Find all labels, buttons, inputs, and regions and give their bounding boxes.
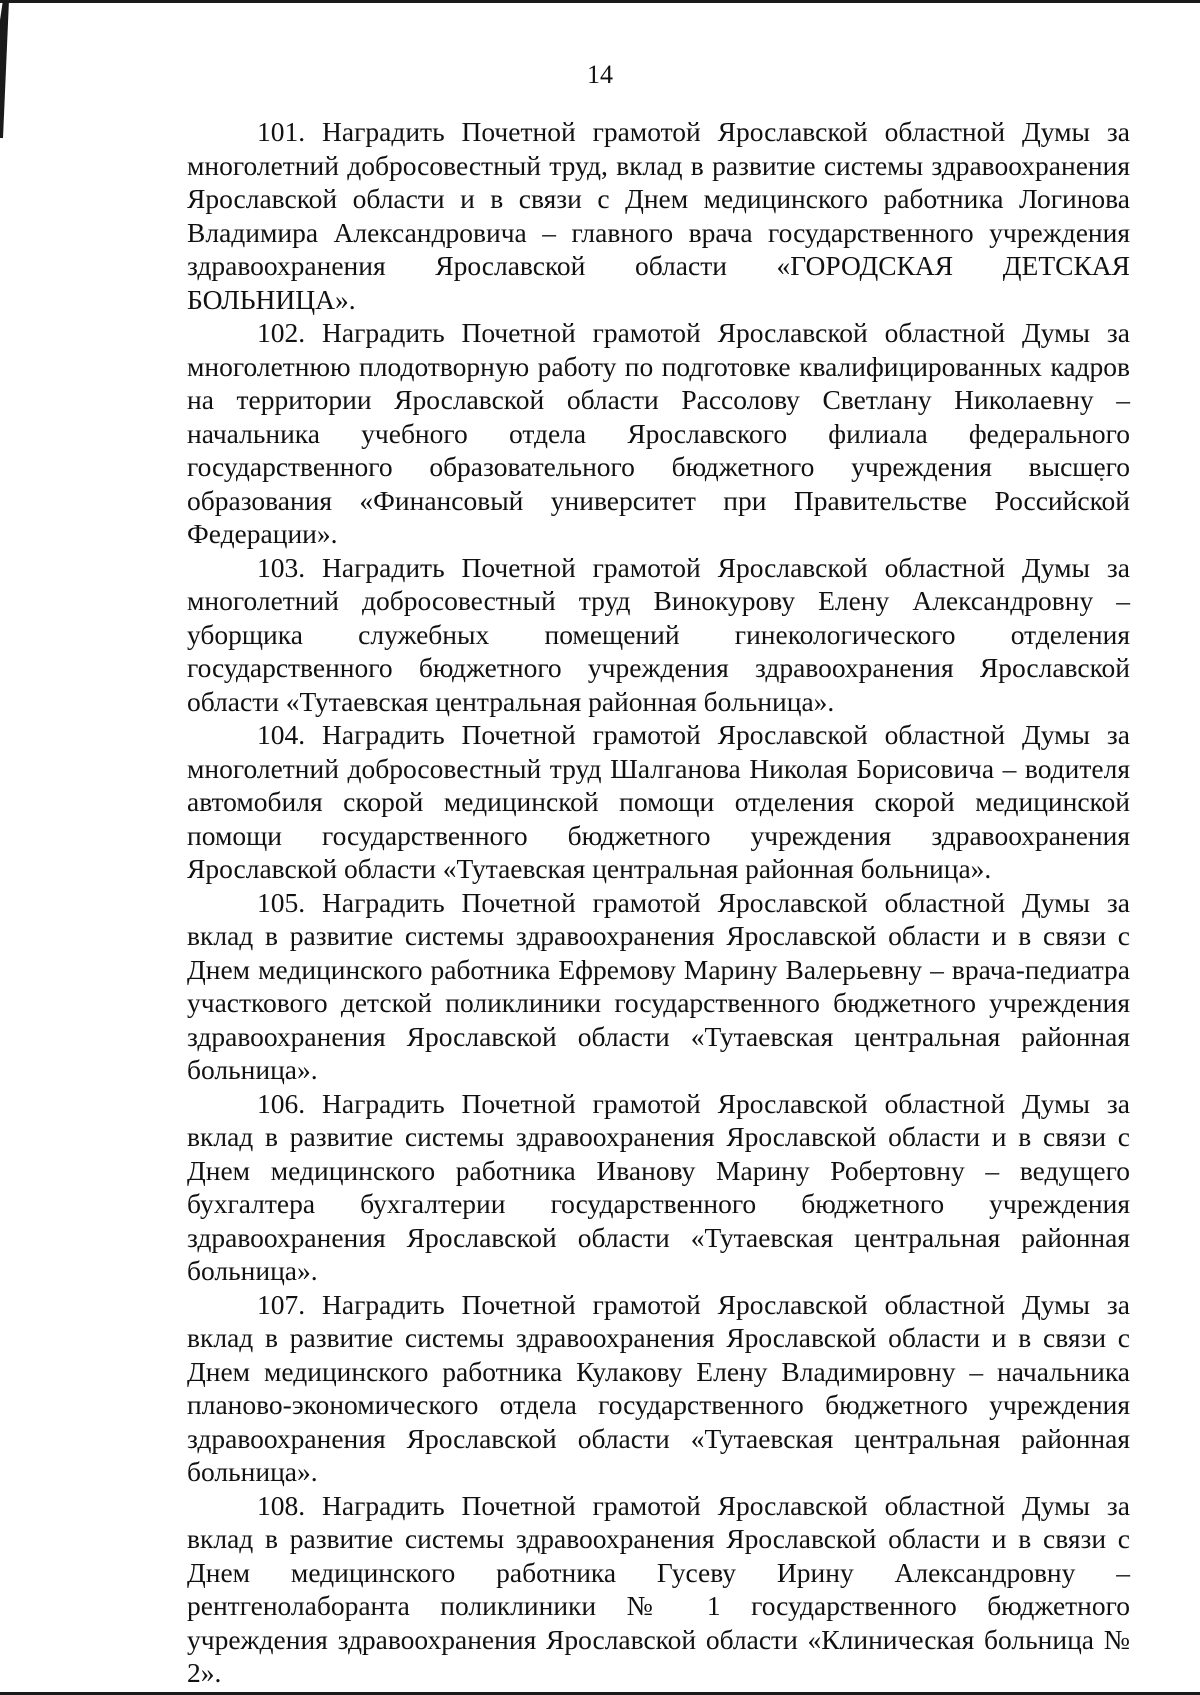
paragraph-102: 102. Наградить Почетной грамотой Ярославской областной Думы за многолетнюю плодотворную работу по подготовке квалифицированных кадров на территории Ярославской области Рассолову Светлану Николаевну – начальника учебного отдела Ярославского филиала федерального государственного образовательного бюджетного учреждения высшего образования «Финансовый университет при Правительстве Российской Федерации». [187, 317, 1130, 549]
paragraph-104: 104. Наградить Почетной грамотой Ярославской областной Думы за многолетний добросовестный труд Шалганова Николая Борисовича – водителя автомобиля скорой медицинской помощи отделения скорой медицинской помощи государственного бюджетного учреждения здравоохранения Ярославской области «Тутаевская центральная районная больница». [187, 719, 1130, 884]
paragraph-101: 101. Наградить Почетной грамотой Ярославской областной Думы за многолетний добросовестный труд, вклад в развитие системы здравоохранения Ярославской области и в связи с Днем медицинского работника Логинова Владимира Александровича – главного врача государственного учреждения здравоохранения Ярославской области «ГОРОДСКАЯ ДЕТСКАЯ БОЛЬНИЦА». [187, 116, 1130, 315]
page-number: 14 [587, 60, 613, 89]
paragraph-108: 108. Наградить Почетной грамотой Ярославской областной Думы за вклад в развитие системы здравоохранения Ярославской области и в связи с Днем медицинского работника Гусеву Ирину Александровну – рентгенолаборанта поликлиники № 1 государственного бюджетного учреждения здравоохранения Ярославской области «Клиническая больница № 2». [187, 1489, 1130, 1688]
paragraph-106: 106. Наградить Почетной грамотой Ярославской областной Думы за вклад в развитие системы здравоохранения Ярославской области и в связи с Днем медицинского работника Иванову Марину Робертовну – ведущего бухгалтера бухгалтерии государственного бюджетного учреждения здравоохранения Ярославской области «Тутаевская центральная районная больница». [187, 1087, 1130, 1286]
paragraph-105: 105. Наградить Почетной грамотой Ярославской областной Думы за вклад в развитие системы здравоохранения Ярославской области и в связи с Днем медицинского работника Ефремову Марину Валерьевну – врача-педиатра участкового детской поликлиники государственного бюджетного учреждения здравоохранения Ярославской области «Тутаевская центральная районная больница». [187, 886, 1130, 1085]
document-body [187, 115, 1130, 1690]
paragraph-103: 103. Наградить Почетной грамотой Ярославской областной Думы за многолетний добросовестный труд Винокурову Елену Александровну – уборщика служебных помещений гинекологического отделения государственного бюджетного учреждения здравоохранения Ярославской области «Тутаевская центральная районная больница». [187, 551, 1130, 717]
scan-top-edge [0, 0, 1200, 3]
paragraph-107: 107. Наградить Почетной грамотой Ярославской областной Думы за вклад в развитие системы здравоохранения Ярославской области и в связи с Днем медицинского работника Кулакову Елену Владимировну – начальника планово-экономического отдела государственного бюджетного учреждения здравоохранения Ярославской области «Тутаевская центральная районная больница». [187, 1288, 1130, 1487]
